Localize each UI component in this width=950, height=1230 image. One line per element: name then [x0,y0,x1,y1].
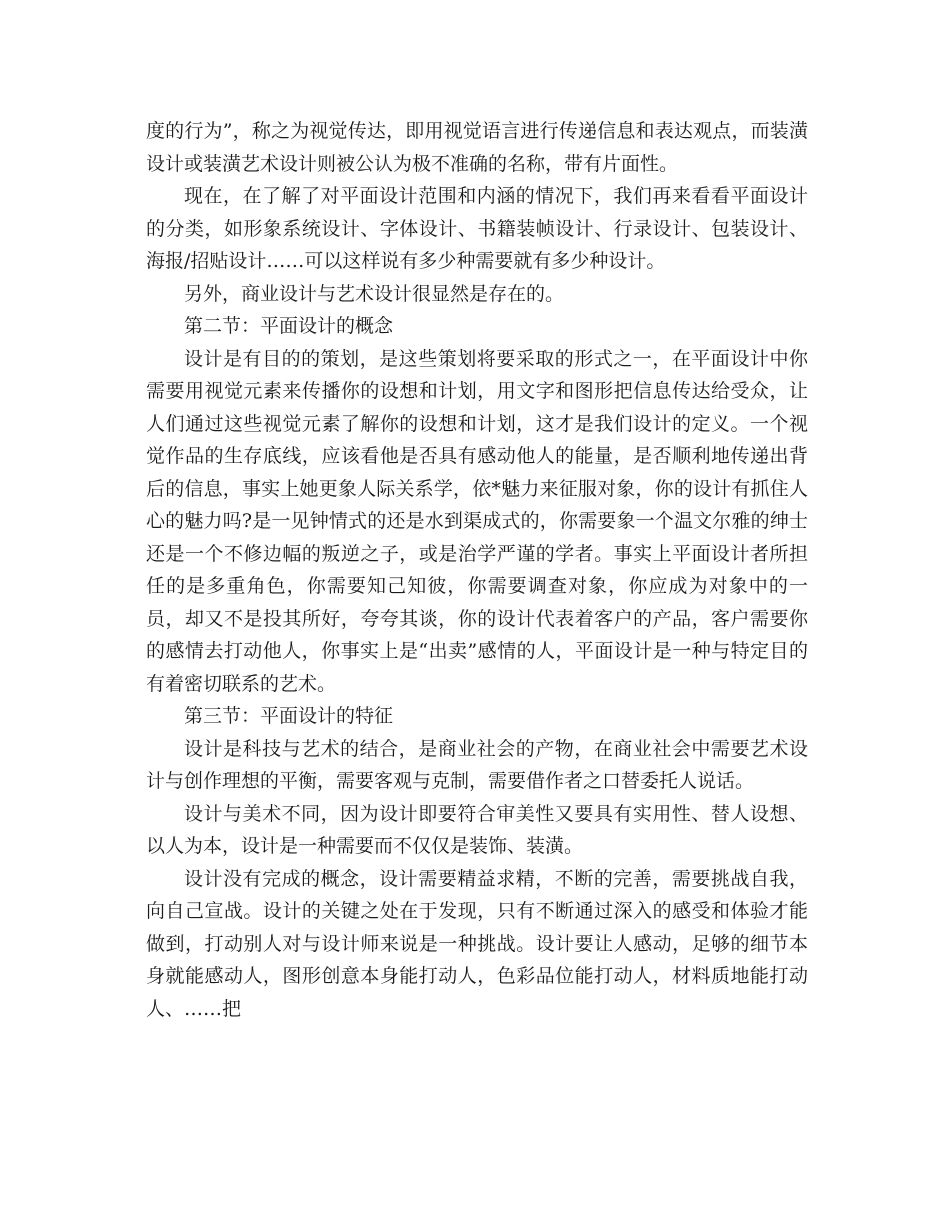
section-heading-features: 第三节：平面设计的特征 [184,705,394,727]
document-page [146,115,808,1025]
paragraph-design-vs-art: 设计与美术不同，因为设计即要符合审美性又要具有实用性、替人设想、以人为本，设计是一种需要而不仅仅是装饰、装潢。 [146,802,808,857]
paragraph-classification: 现在，在了解了对平面设计范围和内涵的情况下，我们再来看看平面设计的分类，如形象系统设计、字体设计、书籍装帧设计、行录设计、包装设计、海报/招贴设计……可以这样说有多少种需要就有多少种设计。 [146,185,808,272]
paragraph-business-art: 另外，商业设计与艺术设计很显然是存在的。 [184,282,565,305]
paragraph-concept: 设计是有目的的策划，是这些策划将要采取的形式之一，在平面设计中你需要用视觉元素来传播你的设想和计划，用文字和图形把信息传达给受众，让人们通过这些视觉元素了解你的设想和计划，这才是我们设计的定义。一个视觉作品的生存底线，应该看他是否具有感动他人的能量，是否顺利地传递出背后的信息，事实上她更象人际关系学，依*魅力来征服对象，你的设计有抓住人心的魅力吗?是一见钟情式的还是水到渠成式的，你需要象一个温文尔雅的绅士还是一个不修边幅的叛逆之子，或是治学严谨的学者。事实上平面设计者所担任的是多重角色，你需要知己知彼，你需要调查对象，你应成为对象中的一员，却又不是投其所好，夸夸其谈，你的设计代表着客户的产品，客户需要你的感情去打动他人，你事实上是“出卖”感情的人，平面设计是一种与特定目的有着密切联系的艺术。 [146,347,808,695]
paragraph-tech-art: 设计是科技与艺术的结合，是商业社会的产物，在商业社会中需要艺术设计与创作理想的平衡，需要客观与克制，需要借作者之口替委托人说话。 [146,737,808,792]
paragraph-continuation: 度的行为”，称之为视觉传达，即用视觉语言进行传递信息和表达观点，而装潢设计或装潢艺术设计则被公认为极不准确的名称，带有片面性。 [146,120,808,175]
section-heading-concept: 第二节：平面设计的概念 [184,315,394,337]
paragraph-never-complete: 设计没有完成的概念，设计需要精益求精，不断的完善，需要挑战自我，向自己宣战。设计的关键之处在于发现，只有不断通过深入的感受和体验才能做到，打动别人对与设计师来说是一种挑战。设计要让人感动，足够的细节本身就能感动人，图形创意本身能打动人，色彩品位能打动人，材料质地能打动人、……把 [146,867,808,1020]
